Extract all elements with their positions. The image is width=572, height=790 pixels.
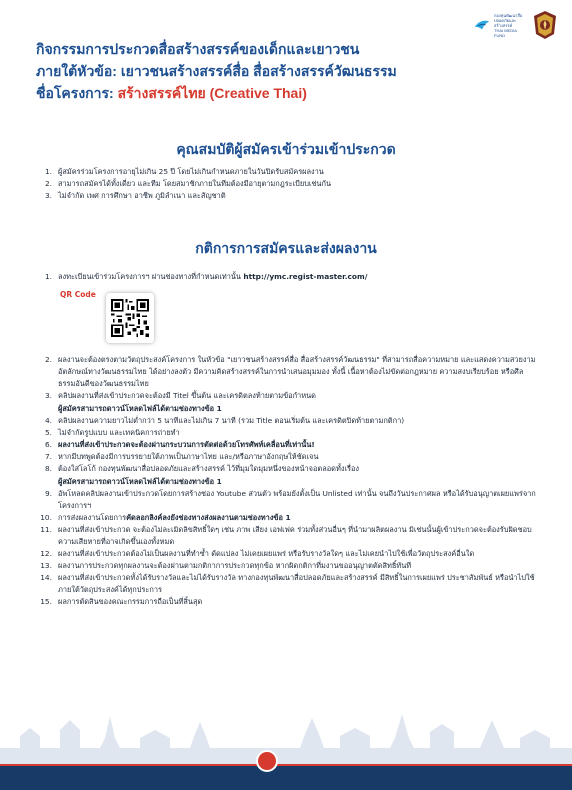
thai-media-fund-logo — [473, 13, 526, 38]
header-activity-title: กิจกรรมการประกวดสื่อสร้างสรรค์ของเด็กและเยาวชน — [36, 41, 360, 57]
rule-item-15: ผลการตัดสินของคณะกรรมการถือเป็นที่สิ้นสุด — [58, 597, 203, 606]
bird-logo-icon — [473, 16, 491, 34]
rule-item-8-note: ผู้สมัครสามารถดาวน์โหลดไฟล์ได้ตามช่องทางข้อ 1 — [58, 477, 222, 486]
rules-list-part1 — [38, 271, 538, 283]
rule-item-12: ผลงานที่ส่งเข้าประกวดต้องไม่เป็นผลงานที่ทำซ้ำ ดัดแปลง ไม่เคยเผยแพร่ หรือรับรางวัลใดๆ และไม่เคยนำไปใช้เพื่อวัตถุประสงค์อื่นใด — [58, 549, 475, 558]
list-item: 1. ผู้สมัครร่วมโครงการอายุไม่เกิน 25 ปี โดยไม่เกินกำหนดภายในวันปิดรับสมัครผลงาน — [44, 167, 324, 176]
qr-code-icon — [111, 299, 149, 337]
list-item: 7. หากมีบทพูดต้องมีการบรรยายใต้ภาพเป็นภาษาไทย และ/หรือภาษาอังกฤษให้ชัดเจน — [44, 452, 319, 461]
rule-item-10-prefix: การส่งผลงานโดยการ — [58, 513, 127, 522]
rule-item-3: คลิปผลงานที่ส่งเข้าประกวดจะต้องมี Titel ขึ้นต้น และเครดิตลงท้ายตามข้อกำหนด — [58, 391, 316, 400]
list-item: 3. คลิปผลงานที่ส่งเข้าประกวดจะต้องมี Titel ขึ้นต้น และเครดิตลงท้ายตามข้อกำหนด ผู้สมัครสามารถดาวน์โหลดไฟล์ได้ตามช่องทางข้อ 1 — [38, 390, 538, 415]
list-item: 6. ผลงานที่ส่งเข้าประกวดจะต้องผ่านกระบวนการตัดต่อด้วยโทรศัพท์เคลื่อนที่เท่านั้น! — [44, 440, 315, 449]
list-item: 5. ไม่จำกัดรูปแบบ และเทคนิคการถ่ายทำ — [44, 428, 180, 437]
rule-item-14: ผลงานที่ส่งเข้าประกวดทั้งได้รับรางวัลและไม่ได้รับรางวัล ทางกองทุนพัฒนาสื่อปลอดภัยและสร้างสรรค์ มีสิทธิ์ในการเผยแพร่ ประชาสัมพันธ์ หรือนำไปใช้ภายใต้วัตถุประสงค์ได้ทุกประการ — [58, 573, 535, 594]
list-item: 1. ลงทะเบียนเข้าร่วมโครงการฯ ผ่านช่องทางที่กำหนดเท่านั้น http://ymc.regist-master.com/ — [44, 272, 368, 281]
rule-item-9: อัพโหลดคลิปผลงานเข้าประกวดโดยการสร้างช่อง Youtube ส่วนตัว พร้อมยังตั้งเป็น Unlisted เท่านั้น จนถึงวันประกาศผล หรือได้รับอนุญาตเผยแพร่จากโครงการฯ — [58, 489, 536, 510]
rule-item-10-bold: คัดลอกลิงค์ลงยังช่องทางส่งผลงานตามช่องทางข้อ 1 — [126, 513, 291, 522]
list-item: 3. ไม่จำกัด เพศ การศึกษา อาชีพ ภูมิลำเนา และสัญชาติ — [44, 191, 226, 200]
list-item: 11. ผลงานที่ส่งเข้าประกวด จะต้องไม่ละเมิดลิขสิทธิ์ใดๆ เช่น ภาพ เสียง เอฟเฟค ร่วมทั้งส่วนอื่นๆ ที่นำมาผลิตผลงาน มิเช่นนั้นผู้เข้าประกวดจะต้องรับผิดชอบความเสียหายที่อาจเกิดขึ้นเองทั้งหมด — [40, 525, 532, 546]
qr-code-card[interactable] — [106, 293, 154, 343]
eligibility-item-3: ไม่จำกัด เพศ การศึกษา อาชีพ ภูมิลำเนา และสัญชาติ — [58, 191, 226, 200]
section-eligibility-title: คุณสมบัติผู้สมัครเข้าร่วมเข้าประกวด — [176, 141, 396, 157]
qr-code-label: QR Code — [60, 290, 96, 299]
list-item: 10. การส่งผลงานโดยการคัดลอกลิงค์ลงยังช่องทางส่งผลงานตามช่องทางข้อ 1 — [40, 513, 291, 522]
ministry-seal-icon — [532, 10, 558, 40]
rule-item-3-note: ผู้สมัครสามารถดาวน์โหลดไฟล์ได้ตามช่องทางข้อ 1 — [58, 404, 222, 413]
rule-item-5: ไม่จำกัดรูปแบบ และเทคนิคการถ่ายทำ — [58, 428, 180, 437]
header-project-name — [36, 82, 516, 104]
footer-bar — [0, 766, 572, 790]
rule-item-4: คลิปผลงานความยาวไม่ต่ำกว่า 5 นาทีและไม่เกิน 7 นาที (รวม Title ตอนเริ่มต้น และเครดิตปิดท้ายตามกติกา) — [58, 416, 405, 425]
list-item: 4. คลิปผลงานความยาวไม่ต่ำกว่า 5 นาทีและไม่เกิน 7 นาที (รวม Title ตอนเริ่มต้น และเครดิตปิดท้ายตามกติกา) — [44, 416, 405, 425]
rule-item-11: ผลงานที่ส่งเข้าประกวด จะต้องไม่ละเมิดลิขสิทธิ์ใดๆ เช่น ภาพ เสียง เอฟเฟค ร่วมทั้งส่วนอื่นๆ ที่นำมาผลิตผลงาน มิเช่นนั้นผู้เข้าประกวดจะต้องรับผิดชอบความเสียหายที่อาจเกิดขึ้นเองทั้งหมด — [58, 525, 532, 546]
fund-logo-text-top: กองทุนพัฒนาสื่อปลอดภัยและสร้างสรรค์ — [494, 12, 523, 28]
qr-code-block — [60, 290, 96, 299]
header-topic-title: ภายใต้หัวข้อ: เยาวชนสร้างสรรค์สื่อ สื่อสร้างสรรค์วัฒนธรรม — [36, 63, 397, 79]
list-item: 12. ผลงานที่ส่งเข้าประกวดต้องไม่เป็นผลงานที่ทำซ้ำ ดัดแปลง ไม่เคยเผยแพร่ หรือรับรางวัลใดๆ และไม่เคยนำไปใช้เพื่อวัตถุประสงค์อื่นใด — [40, 549, 475, 558]
footer-dot — [256, 750, 278, 772]
rule-item-2: ผลงานจะต้องตรงตามวัตถุประสงค์โครงการ ในหัวข้อ "เยาวชนสร้างสรรค์สื่อ สื่อสร้างสรรค์วัฒนธรรม" ที่สามารถสื่อความหมาย และแสดงความสวยงาม อัตลักษณ์ทางวัฒนธรรมไทย ได้อย่างลงตัว มีความคิดสร้างสรรค์ในการนำเสนอมุมมอง ทั้งนี้ เนื้อหาต้องไม่ขัดต่อกฎหมาย ความสงบเรียบร้อย หรือศีลธรรมอันดีของวัฒนธรรมไทย — [58, 355, 536, 388]
fund-logo-text-bottom: THAI MEDIA FUND — [494, 27, 517, 38]
list-item: 13. ผลงานการประกวดทุกผลงานจะต้องผ่านตามกติกาการประกวดทุกข้อ หากผิดกติกาที่มงานขออนุญาตตัดสิทธิ์ทันที — [40, 561, 412, 570]
eligibility-list — [38, 166, 538, 202]
list-item: 14. ผลงานที่ส่งเข้าประกวดทั้งได้รับรางวัลและไม่ได้รับรางวัล ทางกองทุนพัฒนาสื่อปลอดภัยและสร้างสรรค์ มีสิทธิ์ในการเผยแพร่ ประชาสัมพันธ์ หรือนำไปใช้ภายใต้วัตถุประสงค์ได้ทุกประการ — [40, 573, 535, 594]
eligibility-item-2: สามารถสมัครได้ทั้งเดี่ยว และทีม โดยสมาชิกภายในทีมต้องมีอายุตามกฎระเบียบเช่นกัน — [58, 179, 332, 188]
list-item: 2. สามารถสมัครได้ทั้งเดี่ยว และทีม โดยสมาชิกภายในทีมต้องมีอายุตามกฎระเบียบเช่นกัน — [44, 179, 332, 188]
rule-item-7: หากมีบทพูดต้องมีการบรรยายใต้ภาพเป็นภาษาไทย และ/หรือภาษาอังกฤษให้ชัดเจน — [58, 452, 319, 461]
list-item: 8. ต้องใส่โลโก้ กองทุนพัฒนาสื่อปลอดภัยและสร้างสรรค์ ไว้ที่มุมใดมุมหนึ่งของหน้าจอตลอดทั้งเรื่อง ผู้สมัครสามารถดาวน์โหลดไฟล์ได้ตามช่องทางข้อ 1 — [38, 463, 538, 488]
thai-temple-skyline-icon — [0, 708, 572, 768]
rule-item-6: ผลงานที่ส่งเข้าประกวดจะต้องผ่านกระบวนการตัดต่อด้วยโทรศัพท์เคลื่อนที่เท่านั้น! — [58, 440, 315, 449]
section-rules-title: กติการการสมัครและส่งผลงาน — [195, 240, 377, 256]
list-item: 15. ผลการตัดสินของคณะกรรมการถือเป็นที่สิ้นสุด — [40, 597, 203, 606]
document-header — [36, 38, 516, 104]
rule-item-13: ผลงานการประกวดทุกผลงานจะต้องผ่านตามกติกาการประกวดทุกข้อ หากผิดกติกาที่มงานขออนุญาตตัดสิทธิ์ทันที — [58, 561, 412, 570]
project-name-accent: สร้างสรรค์ไทย (Creative Thai) — [117, 85, 307, 101]
rules-list-part2 — [38, 354, 538, 608]
header-logos — [473, 10, 558, 40]
list-item: 2. ผลงานจะต้องตรงตามวัตถุประสงค์โครงการ ในหัวข้อ "เยาวชนสร้างสรรค์สื่อ สื่อสร้างสรรค์วัฒนธรรม" ที่สามารถสื่อความหมาย และแสดงความสวยงาม อัตลักษณ์ทางวัฒนธรรมไทย ได้อย่างลงตัว มีความคิดสร้างสรรค์ในการนำเสนอมุมมอง ทั้งนี้ เนื้อหาต้องไม่ขัดต่อกฎหมาย ความสงบเรียบร้อย หรือศีลธรรมอันดีของวัฒนธรรมไทย — [44, 355, 536, 388]
list-item: 9. อัพโหลดคลิปผลงานเข้าประกวดโดยการสร้างช่อง Youtube ส่วนตัว พร้อมยังตั้งเป็น Unlisted เท่านั้น จนถึงวันประกาศผล หรือได้รับอนุญาตเผยแพร่จากโครงการฯ — [44, 489, 536, 510]
eligibility-item-1: ผู้สมัครร่วมโครงการอายุไม่เกิน 25 ปี โดยไม่เกินกำหนดภายในวันปิดรับสมัครผลงาน — [58, 167, 324, 176]
project-name-prefix: ชื่อโครงการ: — [36, 85, 118, 101]
rule-item-1: ลงทะเบียนเข้าร่วมโครงการฯ ผ่านช่องทางที่กำหนดเท่านั้น — [58, 272, 244, 281]
rule-item-8: ต้องใส่โลโก้ กองทุนพัฒนาสื่อปลอดภัยและสร้างสรรค์ ไว้ที่มุมใดมุมหนึ่งของหน้าจอตลอดทั้งเรื่อง — [58, 464, 360, 473]
registration-link[interactable]: http://ymc.regist-master.com/ — [243, 272, 368, 281]
